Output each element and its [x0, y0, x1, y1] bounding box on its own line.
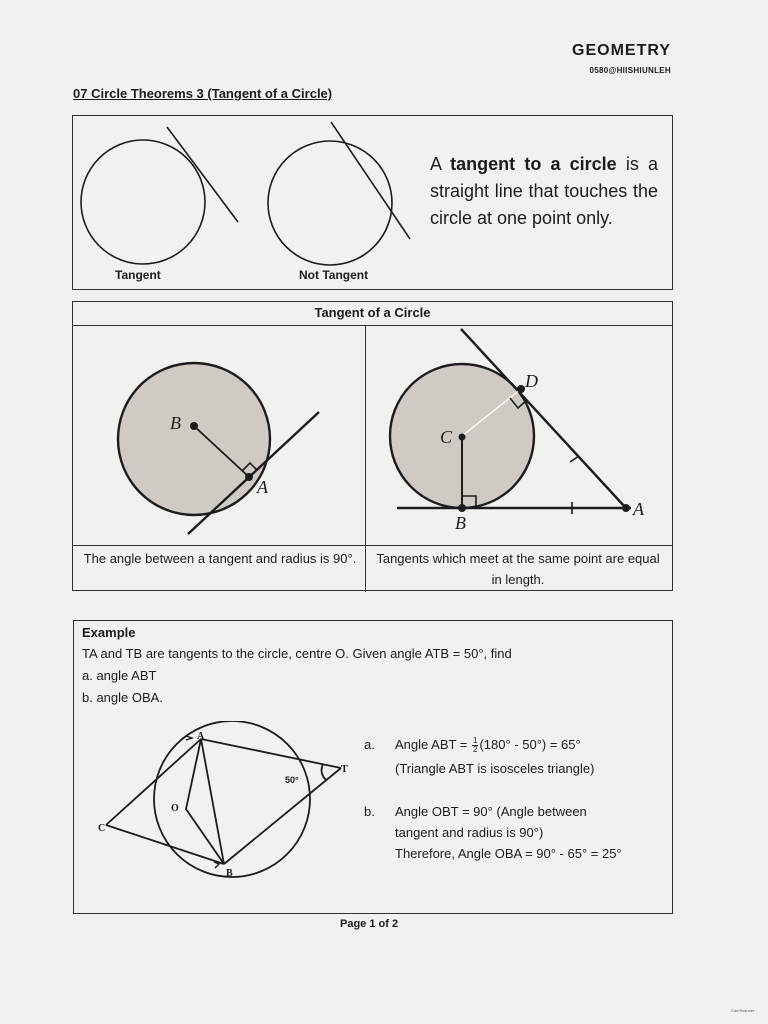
tangent-circle [81, 140, 205, 264]
label-ex-angle: 50° [285, 775, 299, 785]
chord-cb [106, 825, 224, 864]
label-ex-b: B [226, 868, 233, 879]
tangent-table [72, 301, 673, 591]
example-part-b: b. angle OBA. [82, 690, 163, 705]
secant-line [331, 122, 410, 239]
label-ex-o: O [171, 803, 179, 814]
caption-divider [73, 545, 672, 546]
solution-b-line2: tangent and radius is 90°) [395, 825, 544, 840]
example-circle [154, 721, 310, 877]
intro-box [72, 115, 673, 290]
tangent-definition: A tangent to a circle is a straight line that touches the circle at one point only. [430, 154, 658, 228]
angle-arc [322, 764, 326, 780]
header-title: GEOMETRY [572, 42, 671, 59]
example-title: Example [82, 625, 136, 640]
table-heading: Tangent of a Circle [73, 302, 672, 326]
document-title: 07 Circle Theorems 3 (Tangent of a Circle) [73, 86, 333, 101]
label-ex-t: T [341, 764, 348, 775]
half-fraction: $\frac{1}{2}$ [473, 736, 478, 755]
radius-tangent-diagram [73, 326, 365, 544]
caption-right: Tangents which meet at the same point are equal in length. [376, 551, 660, 587]
solution-a-line1: Angle ABT = $\frac{1}{2}$ (180° - 50°) = 65° [395, 736, 581, 755]
label-b-right: B [455, 513, 466, 533]
solution-b-marker: b. [364, 804, 375, 819]
label-c: C [440, 427, 453, 447]
chord-ac [106, 739, 201, 825]
example-part-a: a. angle ABT [82, 668, 157, 683]
page-number: Page 1 of 2 [340, 918, 399, 930]
secant-circle [268, 141, 392, 265]
point-c [459, 434, 466, 441]
solution-a-marker: a. [364, 737, 375, 752]
point-b [190, 422, 198, 430]
caption-left: The angle between a tangent and radius is 90°. [83, 551, 357, 566]
label-tangent: Tangent [115, 268, 161, 282]
example-box [73, 620, 673, 914]
solution-a-note: (Triangle ABT is isosceles triangle) [395, 761, 595, 776]
circle-b [118, 363, 270, 515]
label-not-tangent: Not Tangent [299, 268, 369, 282]
arrow-a [186, 736, 192, 740]
solution-b-line1: Angle OBT = 90° (Angle between [395, 804, 587, 819]
label-a-right: A [633, 499, 644, 519]
point-d [517, 385, 525, 393]
label-d: D [525, 371, 538, 391]
example-diagram [74, 721, 374, 886]
scanner-watermark: CamScanner [731, 1008, 755, 1013]
equal-tangents-diagram [365, 326, 673, 544]
tangent-ta [201, 739, 341, 768]
point-a [245, 473, 253, 481]
tangent-line [167, 127, 238, 222]
tick-da [570, 456, 579, 462]
tangent-tb [224, 768, 341, 864]
label-ex-c: C [98, 823, 106, 834]
point-a-right [622, 504, 630, 512]
example-question: TA and TB are tangents to the circle, centre O. Given angle ATB = 50°, find [82, 646, 512, 661]
header-subtitle: 0580@HIISHIUNLEH [589, 66, 671, 75]
label-b: B [170, 413, 181, 433]
chord-ab [201, 739, 224, 864]
label-a: A [257, 477, 268, 497]
solution-b-line3: Therefore, Angle OBA = 90° - 65° = 25° [395, 846, 622, 861]
label-ex-a: A [197, 731, 205, 742]
point-b-right [458, 504, 466, 512]
